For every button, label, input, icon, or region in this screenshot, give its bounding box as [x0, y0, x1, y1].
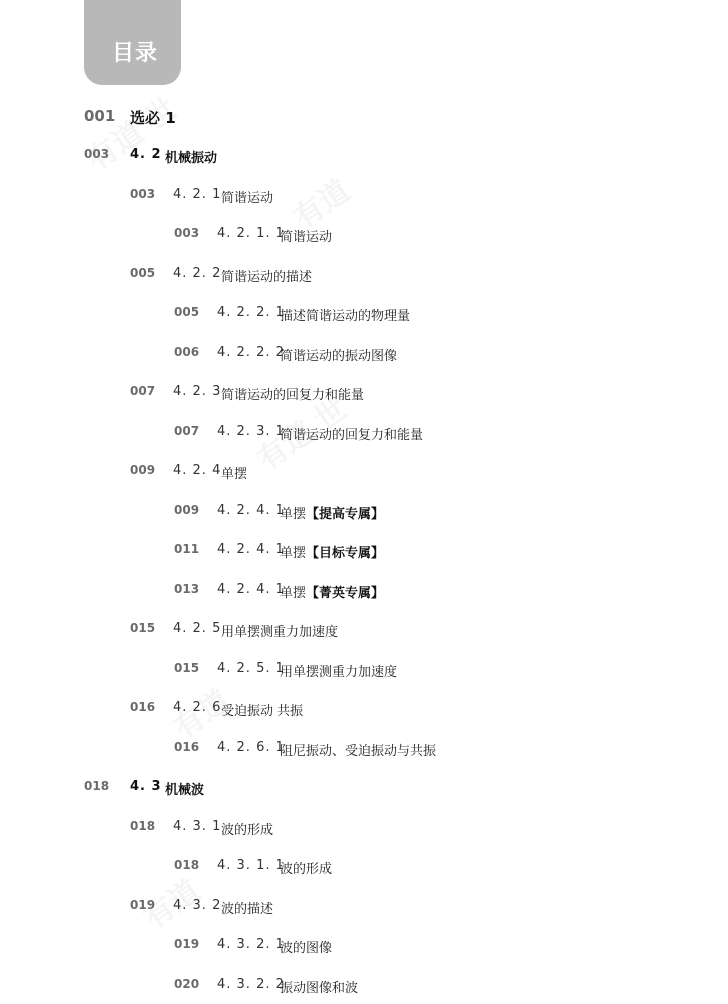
toc-page-number: 016 — [174, 739, 200, 754]
toc-section-number: 4. 2 — [130, 147, 162, 162]
toc-title — [280, 661, 397, 680]
toc-page-number: 018 — [130, 818, 156, 833]
toc-page-number: 003 — [130, 186, 156, 201]
toc-title — [280, 858, 332, 877]
toc-page-number: 016 — [130, 700, 156, 714]
toc-section-number: 4. 2. 2. 1 — [217, 305, 285, 320]
toc-title — [221, 266, 312, 285]
toc-title-text: 用单摆测重力加速度 — [221, 625, 339, 640]
toc-title — [221, 187, 273, 206]
toc-title-text: 简谐运动的描述 — [221, 269, 313, 285]
toc-tag: 【提高专属】 — [306, 506, 385, 522]
toc-title-text: 简谐运动 — [280, 230, 333, 245]
toc-page-number: 013 — [174, 581, 200, 596]
toc-section-number: 4. 2. 5 — [173, 621, 222, 636]
toc-title — [221, 700, 303, 719]
toc-title-text: 机械波 — [165, 783, 205, 798]
toc-title — [280, 345, 397, 364]
toc-title — [280, 937, 332, 956]
toc-title-text: 波的形成 — [221, 822, 274, 838]
toc-page-number: 019 — [130, 897, 156, 912]
toc-page-number: 018 — [84, 779, 110, 793]
toc-title-text: 用单摆测重力加速度 — [280, 664, 398, 680]
toc-section-number: 4. 2. 2. 2 — [217, 344, 285, 360]
toc-section-number: 4. 3. 2 — [173, 897, 222, 913]
toc-page-number: 007 — [130, 384, 156, 398]
toc-title — [280, 305, 410, 324]
toc-page-number: 003 — [84, 147, 110, 161]
toc-title-text: 简谐运动 — [221, 190, 274, 206]
toc-section-number: 4. 2. 6. 1 — [217, 739, 285, 755]
toc-section-number: 4. 3. 1 — [173, 818, 222, 834]
toc-section-number: 4. 3. 2. 1 — [217, 937, 285, 952]
toc-page-number: 015 — [130, 621, 156, 635]
toc-title-text: 波的形成 — [280, 862, 333, 877]
toc-page-number: 011 — [174, 542, 200, 556]
toc-section-number: 4. 2. 2 — [173, 265, 222, 281]
toc-title-text: 波的图像 — [280, 941, 333, 956]
toc-section-number: 4. 2. 3. 1 — [217, 423, 285, 439]
toc-title — [280, 977, 358, 996]
toc-page-number: 019 — [174, 937, 200, 951]
toc-section-number: 4. 3. 2. 2 — [217, 976, 285, 992]
toc-title-text: 描述简谐运动的物理量 — [280, 309, 411, 324]
toc-title — [221, 898, 273, 917]
toc-title-text: 单摆 — [280, 546, 307, 561]
toc-title-text: 简谐运动的回复力和能量 — [280, 427, 424, 443]
toc-title — [130, 107, 176, 128]
toc-page-number: 009 — [174, 502, 200, 517]
toc-title-text: 阻尼振动、受迫振动与共振 — [280, 743, 437, 759]
toc-title-text: 单摆 — [221, 467, 248, 482]
toc-page-number: 003 — [174, 226, 200, 240]
toc-title — [221, 463, 247, 482]
toc-tag: 【目标专属】 — [306, 546, 385, 561]
toc-title-text: 单摆 — [280, 585, 307, 601]
toc-title — [280, 740, 436, 759]
toc-section-number: 4. 3. 1. 1 — [217, 858, 285, 873]
toc-page-number: 009 — [130, 463, 156, 477]
toc-title-text: 机械振动 — [165, 151, 218, 166]
toc-section-number: 4. 3 — [130, 779, 162, 794]
toc-title — [165, 147, 217, 166]
toc-title-text: 简谐运动的振动图像 — [280, 348, 398, 364]
toc-title-text: 简谐运动的回复力和能量 — [221, 388, 365, 403]
toc-title — [221, 621, 338, 640]
toc-page-number: 015 — [174, 660, 200, 675]
toc-title-text: 选必 1 — [130, 109, 176, 127]
toc-page-number: 018 — [174, 858, 200, 872]
toc-page-number: 020 — [174, 976, 200, 991]
toc-title-text: 波的描述 — [221, 901, 274, 917]
toc-title-text: 单摆 — [280, 506, 307, 522]
toc-page-number: 005 — [130, 265, 156, 280]
toc-section-number: 4. 2. 4 — [173, 463, 222, 478]
toc-section-number: 4. 2. 4. 1 — [217, 581, 285, 597]
toc-title — [280, 582, 384, 601]
toc-page-number: 005 — [174, 305, 200, 319]
toc-title-text: 受迫振动 共振 — [221, 704, 304, 719]
toc-title-text: 振动图像和波 — [280, 980, 359, 996]
toc-section-number: 4. 2. 1 — [173, 186, 222, 202]
toc-title — [165, 779, 204, 798]
toc-title — [280, 424, 423, 443]
toc-title — [280, 503, 384, 522]
page-title: 目录 — [112, 41, 159, 66]
toc-page-number: 007 — [174, 423, 200, 438]
toc-section-number: 4. 2. 4. 1 — [217, 542, 285, 557]
toc-title — [280, 542, 384, 561]
toc-page-number: 006 — [174, 344, 200, 359]
toc-section-number: 4. 2. 5. 1 — [217, 660, 285, 676]
toc-title — [221, 384, 364, 403]
toc-title — [221, 819, 273, 838]
toc-page-number: 001 — [84, 107, 116, 125]
toc-tag: 【菁英专属】 — [306, 585, 385, 601]
toc-section-number: 4. 2. 4. 1 — [217, 502, 285, 518]
toc-section-number: 4. 2. 6 — [173, 700, 222, 715]
toc-section-number: 4. 2. 1. 1 — [217, 226, 285, 241]
toc-title — [280, 226, 332, 245]
toc-section-number: 4. 2. 3 — [173, 384, 222, 399]
